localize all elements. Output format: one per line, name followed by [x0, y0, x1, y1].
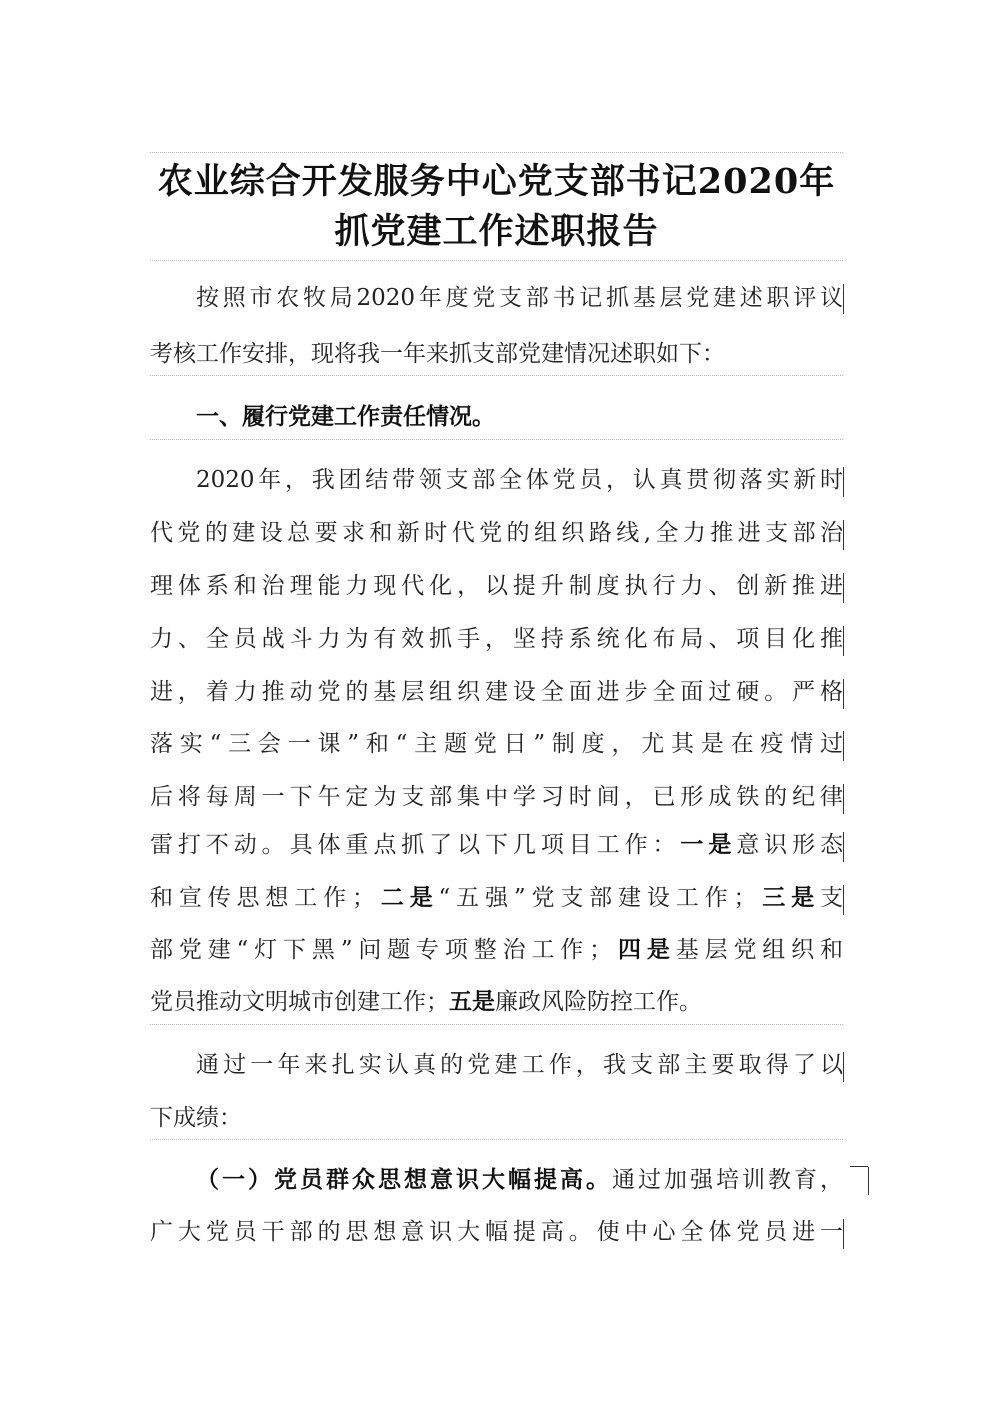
margin-mark: [843, 1219, 844, 1249]
para1-line-10: [150, 935, 843, 965]
text-run: 廉政风险防控工作。: [495, 989, 702, 1015]
bold-run: 一是: [680, 831, 737, 858]
para2-line-1: 通过一年来扎实认真的党建工作，我支部主要取得了以: [196, 1052, 843, 1078]
margin-mark: [843, 626, 844, 656]
para1-line-9: [150, 883, 843, 913]
para1-line-3: 理体系和治理能力现代化，以提升制度执行力、创新推进: [150, 573, 843, 599]
para1-line-1: 2020年，我团结带领支部全体党员，认真贯彻落实新时: [196, 467, 843, 493]
para1-line-6: 落实“三会一课”和“主题党日”制度，尤其是在疫情过: [150, 731, 843, 757]
para2-line-2: 下成绩：: [150, 1105, 242, 1131]
text-run: “五强”党支部建设工作；: [438, 885, 757, 911]
margin-mark: [843, 679, 844, 709]
subsection-1-line-2: 广大党员干部的思想意识大幅提高。使中心全体党员进一: [150, 1219, 843, 1245]
bold-run: 五是: [449, 988, 495, 1015]
margin-mark: [843, 1052, 844, 1082]
separator: [150, 375, 843, 376]
text-run: 基层党组织和: [675, 937, 843, 963]
separator: [150, 260, 843, 261]
subsection-1-line-1: [150, 1165, 843, 1195]
margin-mark: [843, 731, 844, 761]
para1-line-5: 进，着力推动党的基层组织建设全面进步全面过硬。严格: [150, 679, 843, 705]
subsection-heading: （一）党员群众思想意识大幅提高。: [196, 1166, 612, 1193]
text-run: 支: [820, 885, 844, 911]
text-run: 和宣传思想工作；: [150, 885, 375, 911]
separator: [150, 1139, 843, 1140]
margin-mark: [850, 1166, 868, 1167]
separator: [150, 1024, 843, 1025]
margin-mark: [843, 573, 844, 603]
para1-line-8: [150, 830, 843, 860]
margin-mark: [843, 520, 844, 550]
margin-mark: [868, 1167, 869, 1195]
text-run: 通过加强培训教育，: [612, 1167, 843, 1193]
bold-run: 四是: [612, 936, 676, 963]
para1-line-2: 代党的建设总要求和新时代党的组织路线,全力推进支部治: [150, 520, 843, 546]
intro-line-1: 按照市农牧局2020年度党支部书记抓基层党建述职评议: [196, 285, 843, 311]
separator: [150, 152, 843, 153]
margin-mark: [843, 885, 844, 915]
margin-mark: [843, 467, 844, 497]
bold-run: 三是: [756, 884, 821, 911]
para1-line-11: [150, 987, 843, 1017]
title-line-1: 农业综合开发服务中心党支部书记2020年: [157, 161, 836, 202]
intro-line-2: 考核工作安排，现将我一年来抓支部党建情况述职如下：: [150, 341, 725, 367]
margin-mark: [843, 832, 844, 862]
bold-run: 二是: [374, 884, 439, 911]
para1-line-7: 后将每周一下午定为支部集中学习时间，已形成铁的纪律: [150, 784, 843, 810]
margin-mark: [843, 784, 844, 814]
separator: [150, 439, 843, 440]
section-heading-1: 一、履行党建工作责任情况。: [196, 404, 495, 430]
text-run: 部党建“灯下黑”问题专项整治工作；: [150, 937, 613, 963]
para1-line-4: 力、全员战斗力为有效抓手，坚持系统化布局、项目化推: [150, 626, 843, 652]
text-run: 党员推动文明城市创建工作；: [150, 989, 449, 1015]
text-run: 雷打不动。具体重点抓了以下几项目工作：: [150, 832, 681, 858]
title-line-2: 抓党建工作述职报告: [334, 211, 659, 252]
margin-mark: [843, 284, 844, 314]
text-run: 意识形态: [736, 832, 844, 858]
